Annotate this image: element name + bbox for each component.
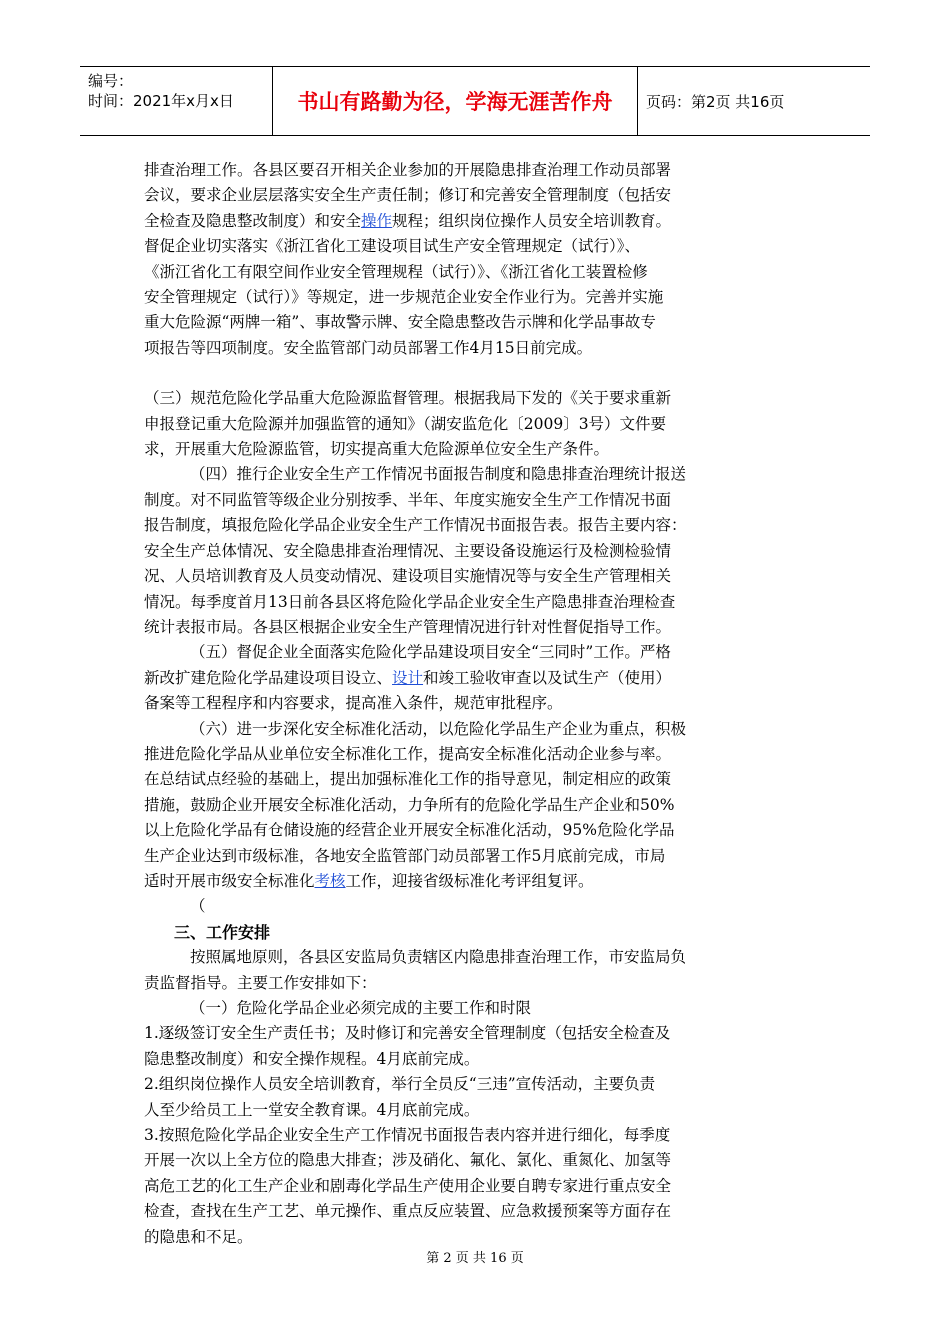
paragraph-5 — [144, 717, 808, 895]
text-line: 推进危险化学品从业单位安全标准化工作，提高安全标准化活动企业参与率。 — [144, 744, 672, 763]
text-line: 人至少给员工上一堂安全教育课。4月底前完成。 — [144, 1100, 480, 1119]
text-line: 项报告等四项制度。安全监管部门动员部署工作4月15日前完成。 — [144, 338, 593, 357]
paragraph-6 — [144, 945, 808, 996]
header-table — [80, 66, 870, 136]
text-span: 适时开展市级安全标准化 — [144, 871, 315, 890]
text-line — [144, 666, 808, 691]
text-span: 工作，迎接省级标准化考评组复评。 — [345, 871, 594, 890]
header-meta — [80, 67, 272, 135]
text-line: 在总结试点经验的基础上，提出加强标准化工作的指导意见，制定相应的政策 — [144, 770, 672, 789]
text-line: 《浙江省化工有限空间作业安全管理规程（试行）》、《浙江省化工装置检修 — [144, 262, 648, 281]
text-line: 督促企业切实落实《浙江省化工建设项目试生产安全管理规定（试行）》、 — [144, 237, 641, 256]
work-items — [144, 1021, 808, 1250]
text-line: 的隐患和不足。 — [144, 1227, 253, 1246]
text-line: 求，开展重大危险源监管，切实提高重大危险源单位安全生产条件。 — [144, 440, 610, 459]
text-line: 隐患整改制度）和安全操作规程。4月底前完成。 — [144, 1049, 480, 1068]
text-line: 2.组织岗位操作人员安全培训教育，举行全员反“三违”宣传活动，主要负责 — [144, 1075, 656, 1094]
text-line: （六）进一步深化安全标准化活动，以危险化学品生产企业为重点，积极 — [190, 719, 687, 738]
text-line: 排查治理工作。各县区要召开相关企业参加的开展隐患排查治理工作动员部署 — [144, 161, 672, 179]
text-line: 以上危险化学品有仓储设施的经营企业开展安全标准化活动，95%危险化学品 — [144, 821, 675, 840]
text-line: 制度。对不同监管等级企业分别按季、半年、年度实施安全生产工作情况书面 — [144, 490, 672, 509]
paragraph-4 — [144, 640, 808, 716]
text-line: 安全生产总体情况、安全隐患排查治理情况、主要设备设施运行及检测检验情 — [144, 541, 672, 560]
text-line: 报告制度，填报危险化学品企业安全生产工作情况书面报告表。报告主要内容： — [144, 516, 687, 535]
text-line: 检查，查找在生产工艺、单元操作、重点反应装置、应急救援预案等方面存在 — [144, 1202, 672, 1221]
text-line: （三）规范危险化学品重大危险源监督管理。根据我局下发的《关于要求重新 — [144, 389, 672, 408]
text-line: 措施，鼓励企业开展安全标准化活动，力争所有的危险化学品生产企业和50% — [144, 795, 675, 814]
inline-link[interactable]: 设计 — [392, 668, 424, 687]
header-page-info: 页码：第2页 共16页 — [646, 92, 785, 111]
paragraph-2 — [144, 386, 808, 462]
text-line: （四）推行企业安全生产工作情况书面报告制度和隐患排查治理统计报送 — [190, 465, 687, 484]
text-line: 会议，要求企业层层落实安全生产责任制；修订和完善安全管理制度（包括安 — [144, 186, 672, 205]
text-line: 备案等工程程序和内容要求，提高准入条件，规范审批程序。 — [144, 694, 563, 713]
text-line: 情况。每季度首月13日前各县区将危险化学品企业安全生产隐患排查治理检查 — [144, 592, 676, 611]
text-span: 新改扩建危险化学品建设项目设立、 — [144, 668, 393, 687]
section-3-title: 三、工作安排 — [174, 922, 271, 942]
inline-link[interactable]: 考核 — [314, 871, 346, 890]
text-line: 3.按照危险化学品企业安全生产工作情况书面报告表内容并进行细化，每季度 — [144, 1126, 671, 1145]
number-label: 编号： — [88, 72, 134, 90]
text-span: 全检查及隐患整改制度）和安全 — [144, 211, 362, 230]
time-label: 时间：2021年x月x日 — [88, 92, 234, 110]
text-line: 统计表报市局。各县区根据企业安全生产管理情况进行针对性督促指导工作。 — [144, 617, 672, 636]
text-line: （五）督促企业全面落实危险化学品建设项目安全“三同时”工作。严格 — [190, 643, 671, 662]
text-line: 况、人员培训教育及人员变动情况、建设项目实施情况等与安全生产管理相关 — [144, 567, 672, 586]
text-line: 高危工艺的化工生产企业和剧毒化学品生产使用企业要自聘专家进行重点安全 — [144, 1176, 672, 1195]
stray-bracket: （ — [190, 897, 206, 916]
header-motto: 书山有路勤为径，学海无涯苦作舟 — [272, 67, 638, 135]
text-line: 重大危险源“两牌一箱”、事故警示牌、安全隐患整改告示牌和化学品事故专 — [144, 313, 656, 332]
text-line: 按照属地原则，各县区安监局负责辖区内隐患排查治理工作，市安监局负 — [190, 948, 687, 967]
text-line: 生产企业达到市级标准，各地安全监管部门动员部署工作5月底前完成，市局 — [144, 846, 666, 865]
text-span: 规程；组织岗位操作人员安全培训教育。 — [392, 211, 672, 230]
paragraph-1 — [144, 158, 808, 361]
subsection-1-title: （一）危险化学品企业必须完成的主要工作和时限 — [190, 999, 532, 1017]
text-span: 和竣工验收审查以及试生产（使用） — [423, 668, 672, 687]
document-body — [144, 158, 808, 1250]
text-line: 安全管理规定（试行）》等规定，进一步规范企业安全作业行为。完善并实施 — [144, 288, 664, 307]
inline-link[interactable]: 操作 — [361, 211, 393, 230]
text-line: 1.逐级签订安全生产责任书；及时修订和完善安全管理制度（包括安全检查及 — [144, 1024, 671, 1043]
page-footer: 第 2 页 共 16 页 — [426, 1251, 524, 1266]
text-line: 责监督指导。主要工作安排如下： — [144, 973, 377, 992]
text-line: 开展一次以上全方位的隐患大排查；涉及硝化、氟化、氯化、重氮化、加氢等 — [144, 1151, 672, 1170]
text-line — [144, 869, 808, 894]
paragraph-3 — [144, 462, 808, 640]
text-line — [144, 209, 808, 234]
text-line: 申报登记重大危险源并加强监管的通知》（湖安监危化〔2009〕3号）文件要 — [144, 414, 667, 433]
